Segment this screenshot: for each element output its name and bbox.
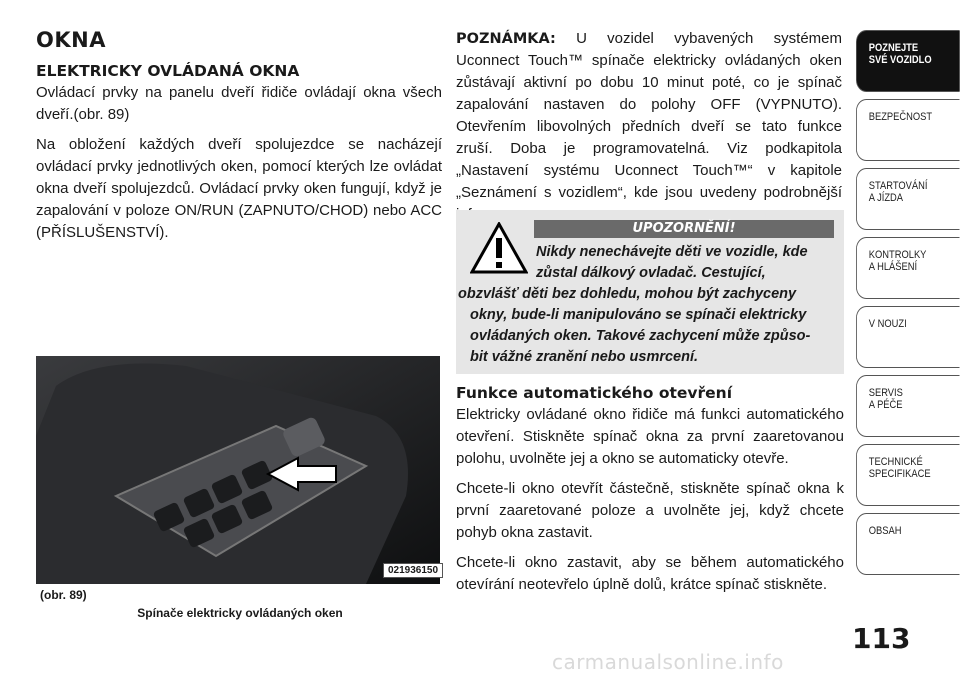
tab-label: BEZPEČNOST [868, 111, 933, 123]
left-column [36, 28, 442, 252]
tab-technicke-specifikace[interactable] [856, 444, 960, 506]
warning-box [456, 210, 844, 374]
tab-label: POZNEJTE [868, 42, 919, 54]
warning-title: UPOZORNĚNÍ! [534, 220, 834, 238]
window-switch-illustration [36, 356, 440, 584]
tab-label: V NOUZI [868, 318, 907, 330]
figure-number: (obr. 89) [40, 588, 87, 602]
note-text: U vozidel vybavených systémem Uconnect Touch™ spínače elektricky ovládaných oken zůstávají aktivní po dobu 10 minut poté, co je spínač zapalování nastaven do polohy OFF (VYPNUTO). Otevřením libovolných předních dveří se tato funkce zruší. Doba je programovatelná. Viz podkapitola „Nastavení systému Uconnect Touch™“ v kapitole „Seznámení s vozidlem“, kde jsou uvedeny podrobnější [456, 30, 842, 201]
tab-bezpecnost[interactable] [856, 99, 960, 161]
figure-code: 021936150 [383, 563, 443, 578]
warning-line: bit vážné zranění nebo usmrcení. [470, 349, 699, 365]
tab-label: A JÍZDA [868, 192, 904, 204]
chapter-tabs [856, 30, 960, 582]
tab-obsah[interactable] [856, 513, 960, 575]
warning-line: ovládaných oken. Takové zachycení může způso- [470, 328, 811, 344]
auto-open-paragraph-1: Elektricky ovládané okno řidiče má funkci automatického otevření. Stiskněte spínač okna za první zaaretovanou polohu, uvolněte jej a okno se automaticky otevře. [456, 406, 844, 467]
tab-servis[interactable] [856, 375, 960, 437]
right-column [456, 28, 842, 234]
tab-kontrolky[interactable] [856, 237, 960, 299]
watermark: carmanualsonline.info [552, 650, 784, 674]
tab-startovani[interactable] [856, 168, 960, 230]
tab-label: SPECIFIKACE [868, 468, 931, 480]
door-switch-photo [36, 356, 440, 584]
paragraph-controls: Ovládací prvky na panelu dveří řidiče ovládají okna všech dveří.(obr. 89) [36, 84, 442, 123]
auto-open-paragraph-2: Chcete-li okno otevřít částečně, stiskněte spínač okna k první zaaretované poloze a uvolněte jej, když chcete pohyb okna zastavit. [456, 480, 844, 541]
tab-label: A PÉČE [868, 399, 903, 411]
warning-line: zůstal dálkový ovladač. Cestující, [536, 265, 766, 281]
warning-line: okny, bude-li manipulováno se spínači elektricky [470, 307, 807, 323]
subsection-title: ELEKTRICKY OVLÁDANÁ OKNA [36, 62, 300, 80]
tab-label: OBSAH [868, 525, 902, 537]
tab-label: SERVIS [868, 387, 903, 399]
tab-poznejte-sve-vozidlo[interactable] [856, 30, 960, 92]
tab-v-nouzi[interactable] [856, 306, 960, 368]
note-label: POZNÁMKA: [456, 31, 556, 47]
warning-text [456, 242, 844, 368]
warning-line: obzvlášť děti bez dohledu, mohou být zachyceny [458, 286, 797, 302]
page-number: 113 [852, 622, 911, 655]
auto-open-section [456, 384, 844, 604]
section-title: OKNA [36, 28, 106, 52]
figure-caption: Spínače elektricky ovládaných oken [137, 606, 343, 620]
tab-label: STARTOVÁNÍ [868, 180, 928, 192]
auto-open-paragraph-3: Chcete-li okno zastavit, aby se během automatického otevírání neotevřelo úplně dolů, krátce spínač stiskněte. [456, 554, 844, 593]
warning-line: Nikdy nenechávejte děti ve vozidle, kde [536, 244, 808, 260]
tab-label: KONTROLKY [868, 249, 927, 261]
tab-label: SVÉ VOZIDLO [868, 54, 932, 66]
tab-label: A HLÁŠENÍ [868, 261, 918, 273]
paragraph-passenger-controls: Na obložení každých dveří spolujezdce se nacházejí ovládací prvky jednotlivých oken, pomocí kterých lze ovládat okna dveří spolujezdců. Ovládací prvky oken fungují, když je zapalování v poloze ON/RUN (ZAPNUTO/CHOD) nebo ACC (PŘÍSLUŠENSTVÍ). [36, 136, 442, 241]
auto-open-heading: Funkce automatického otevření [456, 384, 733, 402]
note-paragraph [456, 28, 842, 226]
tab-label: TECHNICKÉ [868, 456, 923, 468]
